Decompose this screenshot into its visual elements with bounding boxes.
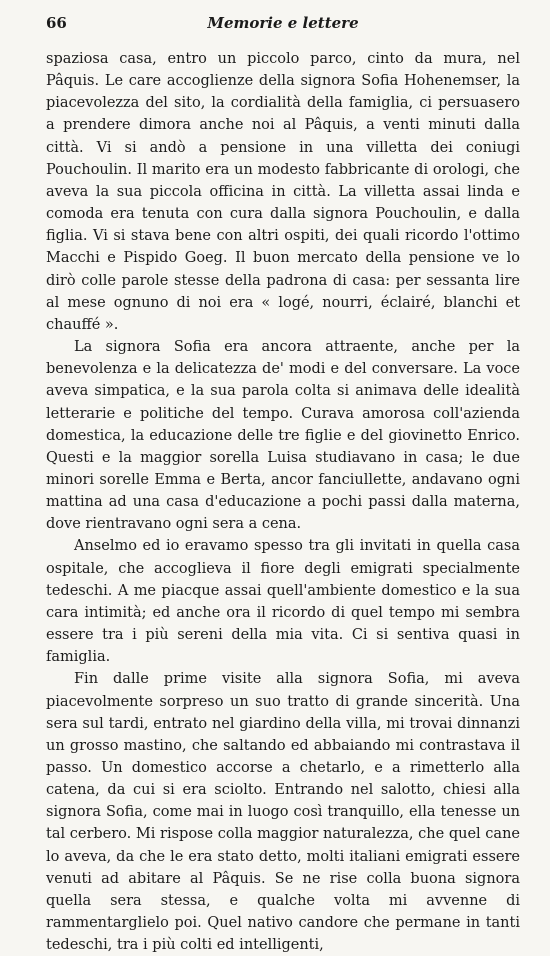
paragraph-continued: spaziosa casa, entro un piccolo parco, cinto da mura, nel Pâquis. Le care accoglienze della signora Sofia Hohenemser, la piacevolezza del sito, la cordialità della famiglia, ci persuasero a prendere dimora anche noi al Pâquis, a venti minuti dalla città. Vi si andò a pensione in una villetta dei coniugi Pouchoulin. Il marito era un modesto fabbricante di orologi, che aveva la sua piccola officina in città. La villetta assai linda e comoda era tenuta con cura dalla signora Pouchoulin, e dalla figlia. Vi si stava bene con altri ospiti, dei quali ricordo l'ottimo Macchi e Pispido Goeg. Il buon mercato della pensione ve lo dirò colle parole stesse della padrona di casa: per sessanta lire al mese ognuno di noi era « logé, nourri, éclairé, blanchi et chauffé ». — [46, 51, 520, 333]
page-number: 66 — [46, 14, 67, 32]
paragraph: Anselmo ed io eravamo spesso tra gli invitati in quella casa ospitale, che accoglieva il fiore degli emigrati specialmente tedeschi. A me piacque assai quell'ambiente domestico e la sua cara intimità; ed anche ora il ricordo di quel tempo mi sembra essere tra i più sereni della mia vita. Ci si sentiva quasi in famiglia. — [46, 538, 520, 666]
paragraph: La signora Sofia era ancora attraente, anche per la benevolenza e la delicatezza de' modi e del conversare. La voce aveva simpatica, e la sua parola colta si animava delle idealità letterarie e politiche del tempo. Curava amorosa coll'azienda domestica, la educazione delle tre figlie e del giovinetto Enrico. Questi e la maggior sorella Luisa studiavano in casa; le due minori sorelle Emma e Berta, ancor fanciullette, andavano ogni mattina ad una casa d'educazione a pochi passi dalla materna, dove rientravano ogni sera a cena. — [46, 339, 520, 533]
paragraph: Fin dalle prime visite alla signora Sofia, mi aveva piacevolmente sorpreso un suo tratto di grande sincerità. Una sera sul tardi, entrato nel giardino della villa, mi trovai dinnanzi un grosso mastino, che saltando ed abbaiando mi contrastava il passo. Un domestico accorse a chetarlo, e a rimetterlo alla catena, da cui si era sciolto. Entrando nel salotto, chiesi alla signora Sofia, come mai in luogo così tranquillo, ella tenesse un tal cerbero. Mi rispose colla maggior naturalezza, che quel cane lo aveva, da che le era stato detto, molti italiani emigrati essere venuti ad abitare al Pâquis. Se ne rise colla buona signora quella sera stessa, e qualche volta mi avvenne di rammentarglielo poi. Quel nativo candore che permane in tanti tedeschi, tra i più colti ed intelligenti, — [46, 671, 520, 954]
body-text — [46, 48, 520, 956]
running-title: Memorie e lettere — [207, 14, 359, 32]
page-header — [46, 14, 520, 36]
